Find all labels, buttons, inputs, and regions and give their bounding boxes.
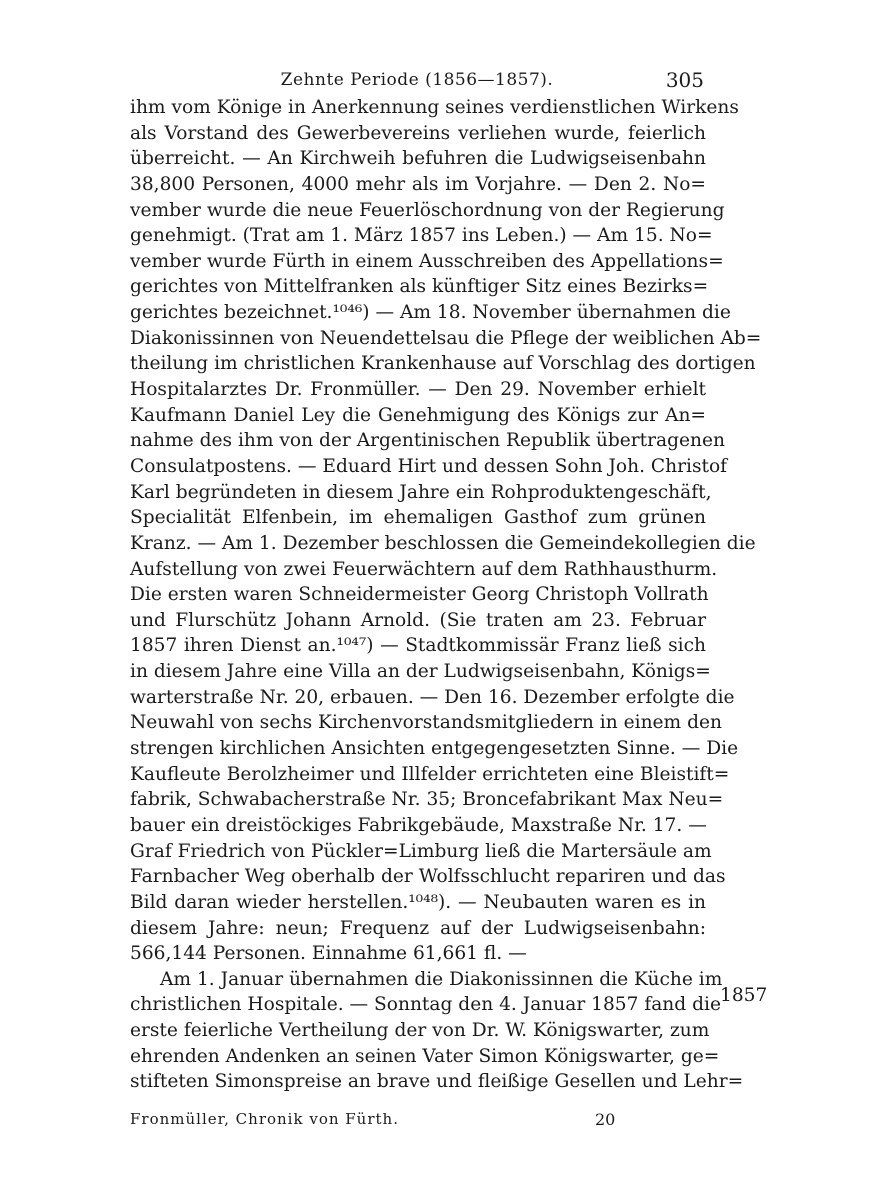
text-line: ehrenden Andenken an seinen Vater Simon Königswarter, ge= [130,1045,720,1067]
page-number: 305 [665,68,704,92]
text-line: gerichtes von Mittelfranken als künftiger Sitz eines Bezirks= [130,276,709,298]
text-line: 38,800 Personen, 4000 mehr als im Vorjahre. — Den 2. No= [130,173,706,195]
text-line: Die ersten waren Schneidermeister Georg Christoph Vollrath [130,584,709,606]
text-line: 1857 ihren Dienst an.¹⁰⁴⁷) — Stadtkommissär Franz ließ sich [130,635,706,657]
text-line: Diakonissinnen von Neuendettelsau die Pflege der weiblichen Ab= [130,327,762,349]
text-line: nahme des ihm von der Argentinischen Republik übertragenen [130,430,725,452]
text-line: warterstraße Nr. 20, erbauen. — Den 16. Dezember erfolgte die [130,686,735,708]
text-line: und Flurschütz Johann Arnold. (Sie traten am 23. Februar [130,609,706,631]
page-footer [130,1110,706,1134]
text-line: Am 1. Januar übernahmen die Diakonissinnen die Küche im [160,968,723,990]
text-line: Aufstellung von zwei Feuerwächtern auf dem Rathhausthurm. [130,558,718,580]
text-line: erste feierliche Vertheilung der von Dr. W. Königswarter, zum [130,1020,710,1042]
text-line: christlichen Hospitale. — Sonntag den 4. Januar 1857 fand die [130,994,721,1016]
text-line: gerichtes bezeichnet.¹⁰⁴⁶) — Am 18. November übernahmen die [130,302,731,324]
text-line: Hospitalarztes Dr. Fronmüller. — Den 29. November erhielt [130,379,706,401]
body-text [130,95,762,1095]
text-line: Graf Friedrich von Pückler=Limburg ließ die Martersäule am [130,840,712,862]
text-line: überreicht. — An Kirchweih befuhren die Ludwigseisenbahn [130,148,706,170]
text-line: diesem Jahre: neun; Frequenz auf der Ludwigseisenbahn: [130,917,706,939]
text-line: Farnbacher Weg oberhalb der Wolfsschlucht repariren und das [130,866,726,888]
margin-year: 1857 [720,985,768,1006]
text-line: Bild daran wieder herstellen.¹⁰⁴⁸). — Neubauten waren es in [130,891,706,913]
text-line: als Vorstand des Gewerbevereins verliehen wurde, feierlich [130,122,706,144]
text-line: Kranz. — Am 1. Dezember beschlossen die Gemeindekollegien die [130,532,756,554]
text-line: bauer ein dreistöckiges Fabrikgebäude, Maxstraße Nr. 17. — [130,814,707,836]
text-line: Specialität Elfenbein, im ehemaligen Gasthof zum grünen [130,507,706,529]
text-line: theilung im christlichen Krankenhause auf Vorschlag des dortigen [130,353,756,375]
text-line: Consulatpostens. — Eduard Hirt und dessen Sohn Joh. Christof [130,455,728,477]
text-line: vember wurde Fürth in einem Ausschreiben des Appellations= [130,250,724,272]
text-line: in diesem Jahre eine Villa an der Ludwigseisenbahn, Königs= [130,661,711,683]
footer-source: Fronmüller, Chronik von Fürth. [130,1110,399,1128]
text-line: ihm vom Könige in Anerkennung seines verdienstlichen Wirkens [130,97,739,118]
text-line: Karl begründeten in diesem Jahre ein Rohproduktengeschäft, [130,481,712,503]
text-line: genehmigt. (Trat am 1. März 1857 ins Leben.) — Am 15. No= [130,225,713,247]
signature-number: 20 [595,1110,616,1129]
page-header [130,68,704,94]
text-line: Kaufmann Daniel Ley die Genehmigung des Königs zur An= [130,404,706,426]
text-line: stifteten Simonspreise an brave und fleißige Gesellen und Lehr= [130,1071,744,1093]
running-head: Zehnte Periode (1856—1857). [280,70,554,90]
text-line: 566,144 Personen. Einnahme 61,661 fl. — [130,943,527,965]
text-line: Neuwahl von sechs Kirchenvorstandsmitgliedern in einem den [130,712,722,734]
text-line: strengen kirchlichen Ansichten entgegengesetzten Sinne. — Die [130,738,739,760]
text-line: fabrik, Schwabacherstraße Nr. 35; Broncefabrikant Max Neu= [130,789,724,811]
text-line: vember wurde die neue Feuerlöschordnung von der Regierung [130,199,725,221]
text-line: Kaufleute Berolzheimer und Illfelder errichteten eine Bleistift= [130,763,730,785]
